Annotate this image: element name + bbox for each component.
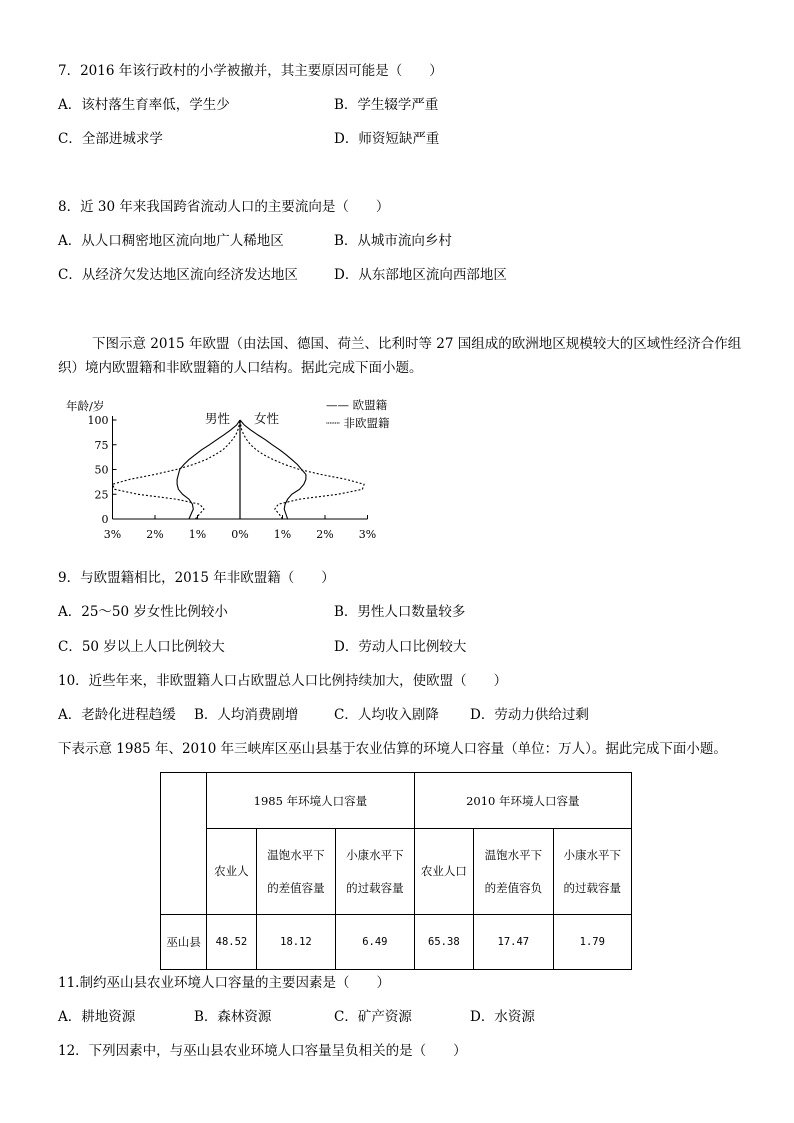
q7-stem: 7．2016 年该行政村的小学被撤并，其主要原因可能是（ ）: [58, 63, 443, 79]
table-cell: 6.49: [336, 915, 414, 970]
female-label: 女性: [254, 411, 280, 426]
chart-intro-paragraph: 下图示意 2015 年欧盟（由法国、德国、荷兰、比利时等 27 国组成的欧洲地区规模较大的区域性经济合作组织）境内欧盟籍和非欧盟籍的人口结构。据此完成下面小题。: [58, 336, 742, 376]
eu-male-line: [177, 420, 240, 519]
eu-female-line: [240, 420, 306, 519]
male-label: 男性: [204, 411, 230, 426]
table-intro-paragraph: 下表示意 1985 年、2010 年三峡库区巫山县基于农业估算的环境人口容量（单位：万人）。据此完成下面小题。: [58, 741, 727, 757]
y-tick-label: 50: [94, 463, 109, 477]
subheader-cell: 小康水平下的过载容量: [336, 829, 414, 915]
y-tick-label: 100: [87, 414, 109, 427]
table-cell: 17.47: [474, 915, 553, 970]
x-tick-label: 3%: [358, 528, 377, 541]
population-pyramid-chart: [58, 392, 428, 552]
q9-stem: 9．与欧盟籍相比，2015 年非欧盟籍（ ）: [58, 570, 335, 586]
y-tick-label: 0: [101, 513, 109, 526]
q7-option-a: A．该村落生育率低，学生少: [58, 97, 230, 113]
subheader-cell: 温饱水平下的差值容量: [256, 829, 335, 915]
q9-option-b: B．男性人口数量较多: [334, 604, 466, 620]
q9-option-c: C．50 岁以上人口比例较大: [58, 639, 225, 655]
subheader-cell: 温饱水平下的差值容负: [474, 829, 553, 915]
x-tick-label: 0%: [231, 528, 249, 541]
q8-stem: 8．近 30 年来我国跨省流动人口的主要流向是（ ）: [58, 199, 390, 215]
table-cell: 65.38: [414, 915, 474, 970]
q10-option-b: B．人均消费剧增: [194, 707, 299, 723]
q7-option-c: C．全部进城求学: [58, 131, 163, 147]
q11-stem: 11.制约巫山县农业环境人口容量的主要因素是（ ）: [58, 975, 390, 991]
population-capacity-table: [160, 772, 632, 970]
q10-stem: 10．近些年来，非欧盟籍人口占欧盟总人口比例持续加大，使欧盟（ ）: [58, 673, 508, 689]
subheader-cell: 农业人口: [414, 829, 474, 915]
y-tick-label: 75: [94, 438, 109, 452]
table-header-row-1: [161, 773, 632, 829]
q8-option-c: C．从经济欠发达地区流向经济发达地区: [58, 267, 298, 283]
table-cell: 1.79: [553, 915, 631, 970]
q10-option-a: A．老龄化进程趋缓: [58, 707, 176, 723]
table-cell: 48.52: [207, 915, 257, 970]
table-header-row-2: [161, 829, 632, 915]
y-axis-label: 年龄/岁: [66, 399, 105, 413]
q10-option-d: D．劳动力供给过剩: [470, 707, 589, 723]
x-tick-label: 3%: [103, 528, 122, 541]
legend-non-eu: ┈┈ 非欧盟籍: [326, 416, 390, 430]
table-corner-cell: [161, 773, 207, 915]
q12-stem: 12．下列因素中，与巫山县农业环境人口容量呈负相关的是（ ）: [58, 1043, 467, 1059]
table-row: [161, 915, 632, 970]
x-tick-label: 2%: [316, 528, 334, 541]
legend-eu: —— 欧盟籍: [326, 398, 388, 412]
q8-option-a: A．从人口稠密地区流向地广人稀地区: [58, 233, 284, 249]
non-eu-male-line: [113, 420, 241, 519]
q11-option-a: A．耕地资源: [58, 1009, 136, 1025]
row-label-wushan: 巫山县: [161, 915, 207, 970]
table-cell: 18.12: [256, 915, 335, 970]
q8-option-b: B．从城市流向乡村: [334, 233, 452, 249]
q11-option-b: B．森林资源: [194, 1009, 272, 1025]
q9-option-a: A．25～50 岁女性比例较小: [58, 604, 228, 620]
subheader-cell: 农业人: [207, 829, 257, 915]
q7-option-b: B．学生辍学严重: [334, 97, 439, 113]
header-2010: 2010 年环境人口容量: [414, 773, 631, 829]
q11-option-c: C．矿产资源: [334, 1009, 412, 1025]
q7-option-d: D．师资短缺严重: [334, 131, 440, 147]
header-1985: 1985 年环境人口容量: [207, 773, 414, 829]
x-tick-label: 1%: [188, 528, 207, 541]
q11-option-d: D．水资源: [470, 1009, 535, 1025]
x-tick-label: 2%: [146, 528, 164, 541]
q10-option-c: C．人均收入剧降: [334, 707, 439, 723]
subheader-cell: 小康水平下的过载容量: [553, 829, 631, 915]
y-tick-label: 25: [94, 488, 109, 502]
q9-option-d: D．劳动人口比例较大: [334, 639, 467, 655]
q8-option-d: D．从东部地区流向西部地区: [334, 267, 507, 283]
x-tick-label: 1%: [273, 528, 292, 541]
